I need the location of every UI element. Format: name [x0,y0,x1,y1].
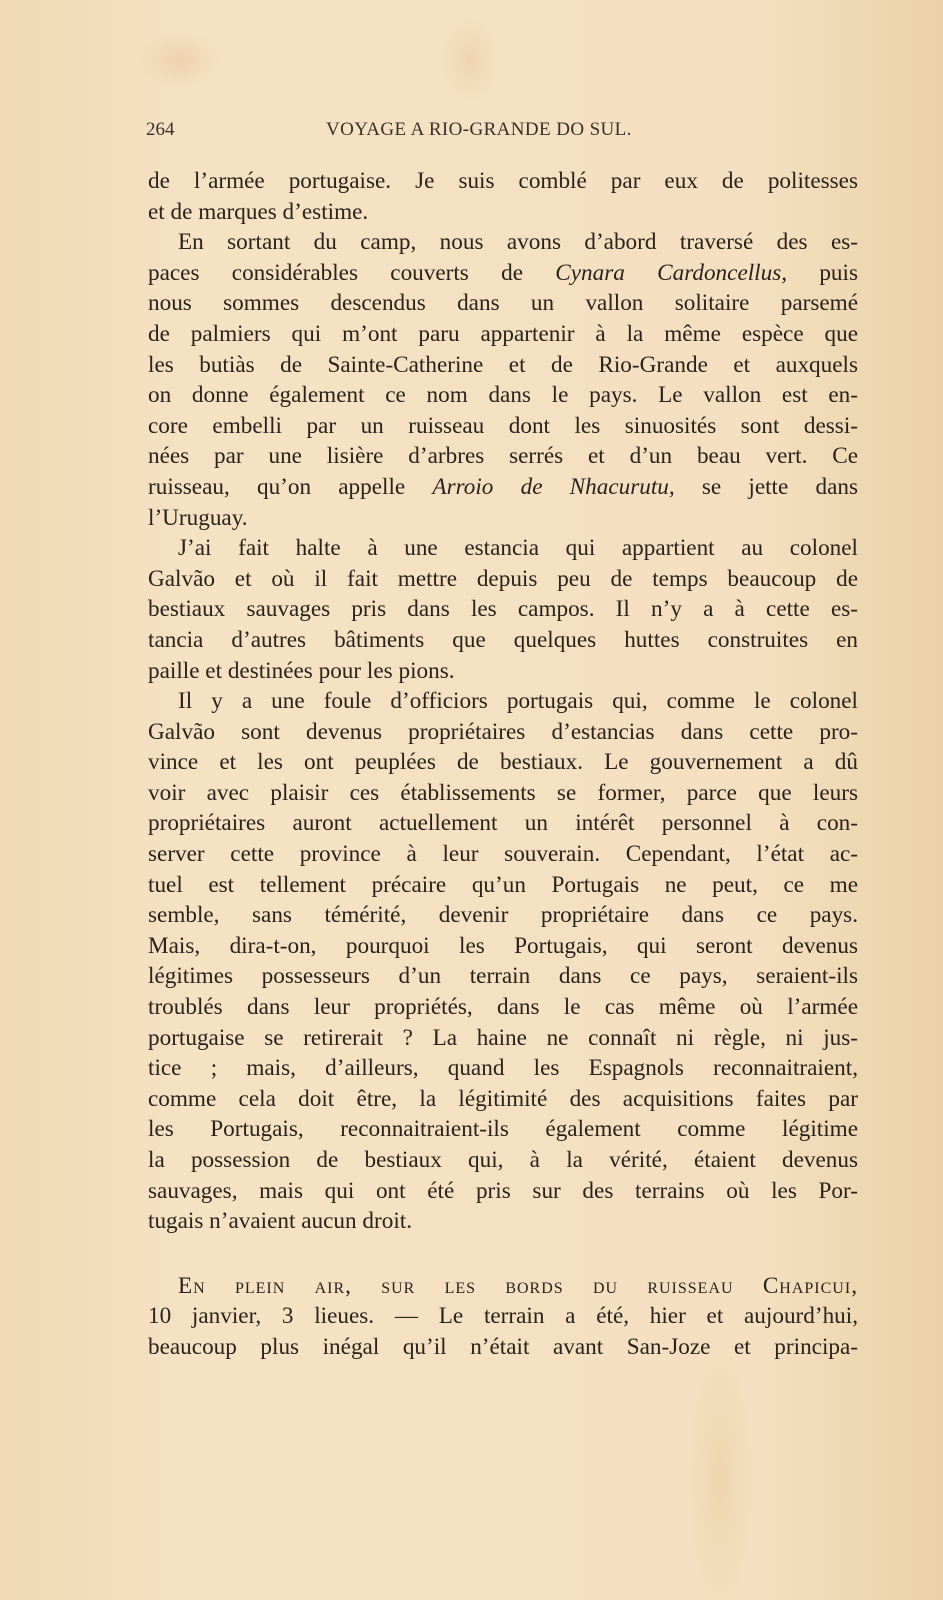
text-run: paces considérables couverts de [148,259,556,286]
text-line: voir avec plaisir ces établissements se former, parce que leurs [148,779,858,806]
text-run: se jette dans [674,473,858,500]
text-line: Il y a une foule d’officiors portugais qui, comme le colonel [178,688,858,715]
page-number: 264 [146,119,175,140]
text-line: et de marques d’estime. [148,198,369,225]
text-line: J’ai fait halte à une estancia qui appartient au colonel [178,535,858,562]
text-run: puis [787,259,858,286]
running-head [146,119,666,143]
text-line: tice ; mais, d’ailleurs, quand les Espagnols reconnaitraient, [148,1055,858,1082]
text-line: la possession de bestiaux qui, à la vérité, étaient devenus [148,1147,858,1173]
text-line: portugaise se retirerait ? La haine ne connaît ni règle, ni jus- [148,1024,858,1051]
text-line: les Portugais, reconnaitraient-ils également comme légitime [148,1116,858,1143]
text-line: 10 janvier, 3 lieues. — Le terrain a été, hier et aujourd’hui, [148,1303,858,1330]
text-line: server cette province à leur souverain. Cependant, l’état ac- [148,841,858,868]
text-line: Galvão sont devenus propriétaires d’estancias dans cette pro- [148,718,858,745]
species-name: Cynara Cardoncellus, [555,259,788,286]
text-line: légitimes possesseurs d’un terrain dans ce pays, seraient-ils [148,963,858,990]
place-name: Arroio de Nhacurutu, [432,473,675,500]
text-line [148,258,858,289]
text-line: troublés dans leur propriétés, dans le cas même où l’armée [148,994,858,1021]
text-line: l’Uruguay. [148,504,248,531]
running-title: VOYAGE A RIO-GRANDE DO SUL. [326,119,632,140]
text-line: beaucoup plus inégal qu’il n’était avant San-Joze et principa- [148,1333,858,1360]
text-line: tugais n’avaient aucun droit. [148,1208,412,1235]
text-line: bestiaux sauvages pris dans les campos. Il n’y a à cette es- [148,596,858,623]
text-line: core embelli par un ruisseau dont les sinuosités sont dessi- [148,412,858,439]
text-line: nées par une lisière d’arbres serrés et d’un beau vert. Ce [148,443,858,470]
text-line: vince et les ont peuplées de bestiaux. Le gouvernement a dû [148,749,858,776]
text-line: nous sommes descendus dans un vallon solitaire parsemé [148,290,858,317]
text-line: semble, sans témérité, devenir propriétaire dans ce pays. [148,902,858,929]
text-run: ruisseau, qu’on appelle [148,473,433,500]
text-line: on donne également ce nom dans le pays. Le vallon est en- [148,382,858,409]
text-line: Mais, dira-t-on, pourquoi les Portugais, qui seront devenus [148,932,858,959]
section-gap [148,1237,858,1271]
text-line: sauvages, mais qui ont été pris sur des terrains où les Por- [148,1177,858,1204]
text-line: de l’armée portugaise. Je suis comblé par eux de politesses [148,168,858,194]
text-line: paille et destinées pour les pions. [148,657,455,684]
entry-heading: En plein air, sur les bords du ruisseau Chapicui, [178,1272,858,1299]
text-line: Galvão et où il fait mettre depuis peu de temps beaucoup de [148,565,858,592]
text-line: comme cela doit être, la légitimité des acquisitions faites par [148,1085,858,1112]
text-line: propriétaires auront actuellement un intérêt personnel à con- [148,810,858,837]
text-line: En sortant du camp, nous avons d’abord traversé des es- [178,229,858,256]
text-line: tuel est tellement précaire qu’un Portugais ne peut, ce me [148,871,858,898]
text-line: de palmiers qui m’ont paru appartenir à la même espèce que [148,320,858,347]
body-text [148,166,858,1363]
text-line: tancia d’autres bâtiments que quelques huttes construites en [148,626,858,653]
text-line: les butiàs de Sainte-Catherine et de Rio-Grande et auxquels [148,351,858,378]
text-line [148,472,858,503]
